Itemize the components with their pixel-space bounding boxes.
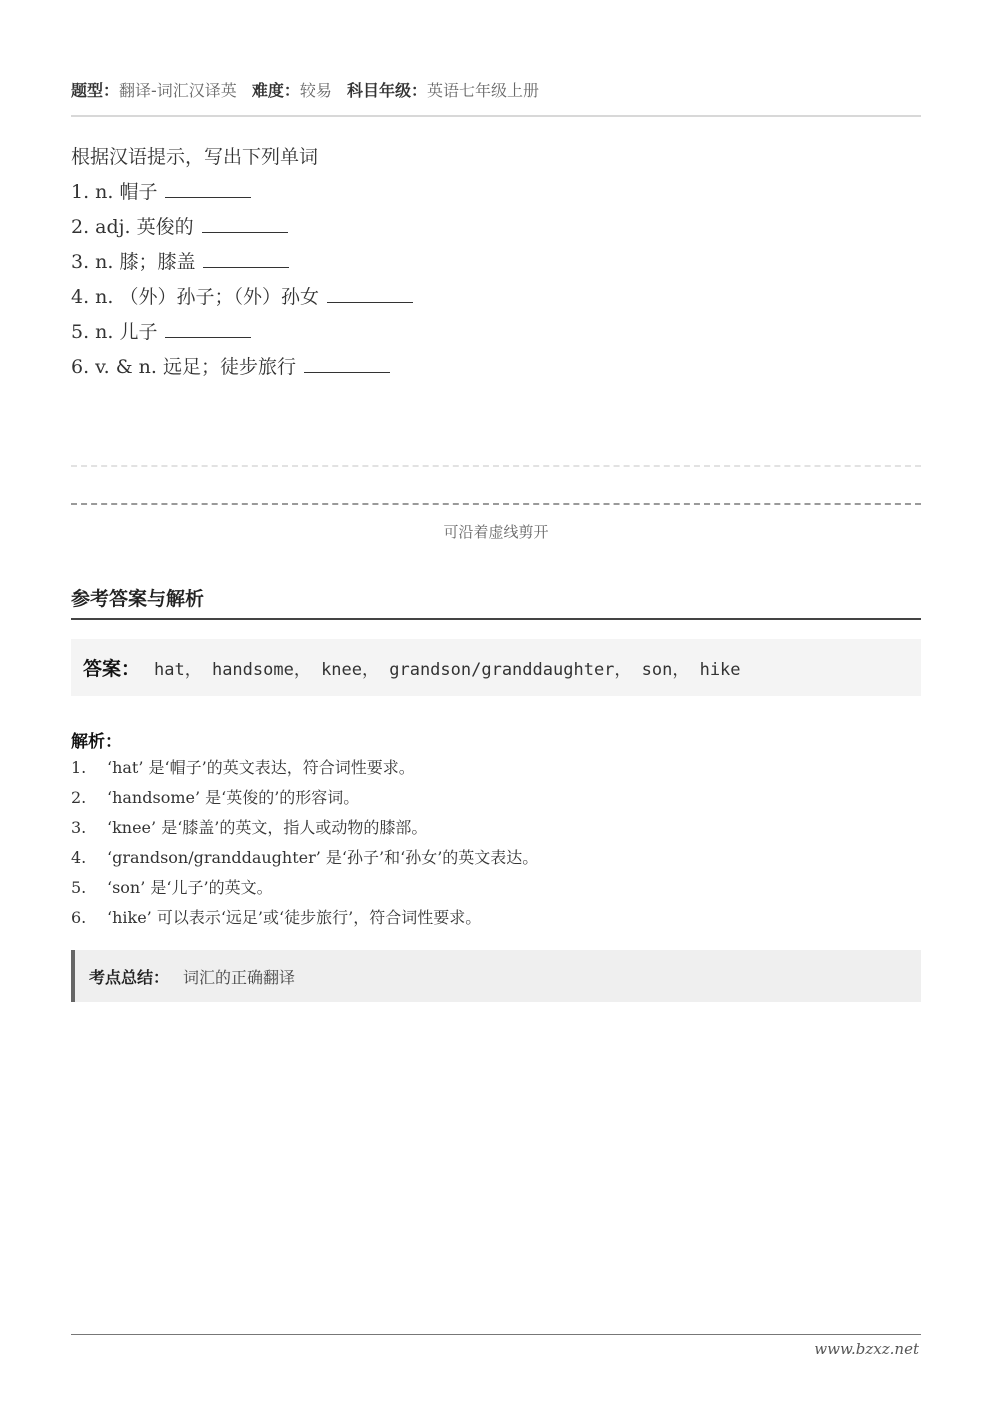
- answer-value: hat， handsome， knee， grandson/granddaughter， son， hike: [154, 660, 741, 680]
- explanation-list: [71, 753, 538, 933]
- explanation-item: 2. ‘handsome’ 是‘英俊的’的形容词。: [71, 788, 360, 807]
- answer-blank: [203, 249, 289, 268]
- explanation-item: 4. ‘grandson/granddaughter’ 是‘孙子’和‘孙女’的英文表达。: [71, 848, 539, 867]
- cut-hint: 可沿着虚线剪开: [443, 523, 549, 541]
- explanation-item: 5. ‘son’ 是‘儿子’的英文。: [71, 878, 273, 897]
- answer-blank: [165, 179, 251, 198]
- question-item: 3. n. 膝；膝盖: [71, 245, 413, 280]
- summary-value: 词汇的正确翻译: [183, 967, 296, 987]
- subject-label: 科目年级：: [347, 81, 428, 100]
- answer-blank: [202, 214, 288, 233]
- subject-value: 英语七年级上册: [427, 81, 540, 100]
- summary-box: [71, 950, 921, 1002]
- question-prompt: 根据汉语提示，写出下列单词: [71, 146, 319, 168]
- question-meta: [71, 78, 549, 101]
- question-item: 6. v. & n. 远足；徒步旅行: [71, 350, 413, 385]
- cut-line: [71, 503, 921, 505]
- type-value: 翻译-词汇汉译英: [119, 81, 237, 100]
- footer-site: www.bzxz.net: [814, 1340, 919, 1358]
- question-item: 2. adj. 英俊的: [71, 210, 413, 245]
- answer-blank: [304, 354, 390, 373]
- summary-label: 考点总结：: [89, 967, 170, 987]
- question-item: 4. n. （外）孙子；（外）孙女: [71, 280, 413, 315]
- answer-label: 答案：: [83, 658, 141, 680]
- question-item: 1. n. 帽子: [71, 175, 413, 210]
- cut-line-light: [71, 465, 921, 467]
- answer-section-title: 参考答案与解析: [71, 588, 205, 610]
- explanation-item: 1. ‘hat’ 是‘帽子’的英文表达，符合词性要求。: [71, 758, 415, 777]
- explanation-title: 解析：: [71, 732, 122, 752]
- answer-blank: [165, 319, 251, 338]
- explanation-item: 6. ‘hike’ 可以表示‘远足’或‘徒步旅行’，符合词性要求。: [71, 908, 482, 927]
- question-block: [71, 140, 413, 385]
- explanation-item: 3. ‘knee’ 是‘膝盖’的英文，指人或动物的膝部。: [71, 818, 428, 837]
- question-item: 5. n. 儿子: [71, 315, 413, 350]
- answer-blank: [327, 284, 413, 303]
- type-label: 题型：: [71, 81, 120, 100]
- difficulty-label: 难度：: [251, 81, 300, 100]
- footer-divider: [71, 1334, 921, 1335]
- header-divider: [71, 115, 921, 117]
- answer-box: [71, 639, 921, 696]
- answer-divider: [71, 618, 921, 620]
- difficulty-value: 较易: [299, 81, 332, 100]
